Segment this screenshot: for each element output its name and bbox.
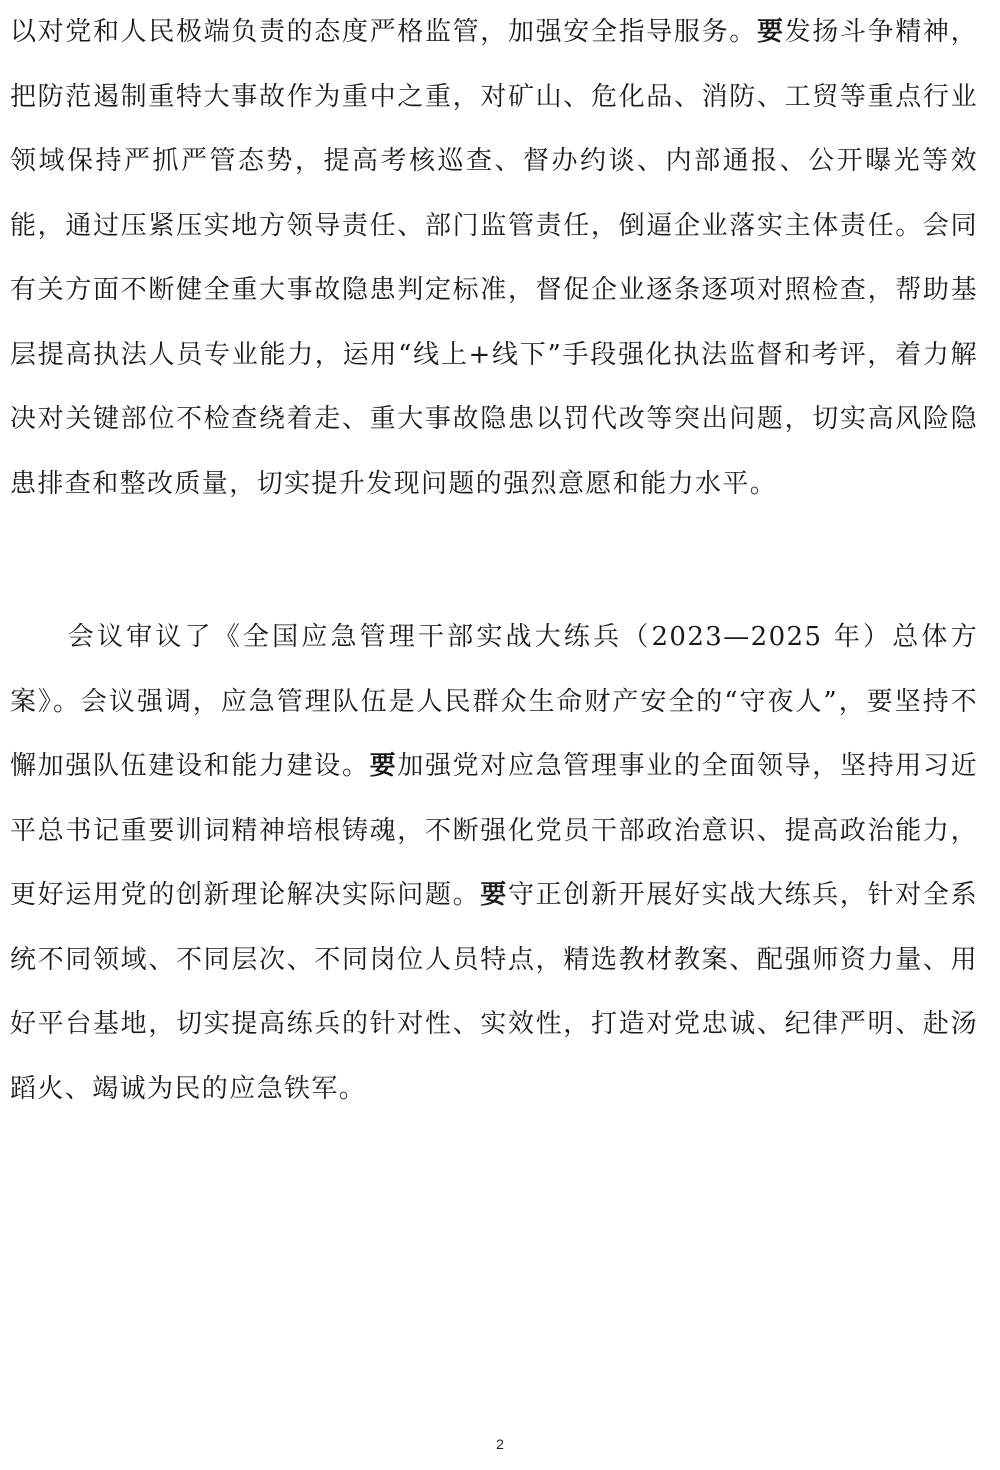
p1-seg-0: 以对党和人民极端负责的态度严格监管，加强安全指导服务。 <box>10 17 757 47</box>
p2-seg-0: 会议审议了《全国应急管理干部实战大练兵（2023—2025 年）总体方案》。会议强调，应急管理队伍是人民群众生命财产安全的“守夜人”，要坚持不懈加强队伍建设和能力建设。 <box>10 622 978 781</box>
p1-seg-2: 发扬斗争精神，把防范遏制重特大事故作为重中之重，对矿山、危化品、消防、工贸等重点行业领域保持严抓严管态势，提高考核巡查、督办约谈、内部通报、公开曝光等效能，通过压紧压实地方领导责任、部门监管责任，倒逼企业落实主体责任。会同有关方面不断健全重大事故隐患判定标准，督促企业逐条逐项对照检查，帮助基层提高执法人员专业能力，运用“线上+线下”手段强化执法监督和考评，着力解决对关键部位不检查绕着走、重大事故隐患以罚代改等突出问题，切实高风险隐患排查和整改质量，切实提升发现问题的强烈意愿和能力水平。 <box>10 17 978 499</box>
p2-bold-keyword-2: 要 <box>480 880 508 910</box>
p1-bold-keyword: 要 <box>756 17 785 47</box>
p2-bold-keyword-1: 要 <box>369 751 398 781</box>
paragraph-2 <box>10 605 978 1121</box>
p2-seg-2: 加强党对应急管理事业的全面领导，坚持用习近平总书记重要训词精神培根铸魂，不断强化党员干部政治意识、提高政治能力，更好运用党的创新理论解决实际问题。 <box>10 751 978 910</box>
p2-seg-4: 守正创新开展好实战大练兵，针对全系统不同领域、不同层次、不同岗位人员特点，精选教材教案、配强师资力量、用好平台基地，切实提高练兵的针对性、实效性，打造对党忠诚、纪律严明、赴汤蹈火、竭诚为民的应急铁军。 <box>10 880 978 1104</box>
paragraph-1 <box>10 0 978 516</box>
page-number: 2 <box>496 1436 504 1452</box>
